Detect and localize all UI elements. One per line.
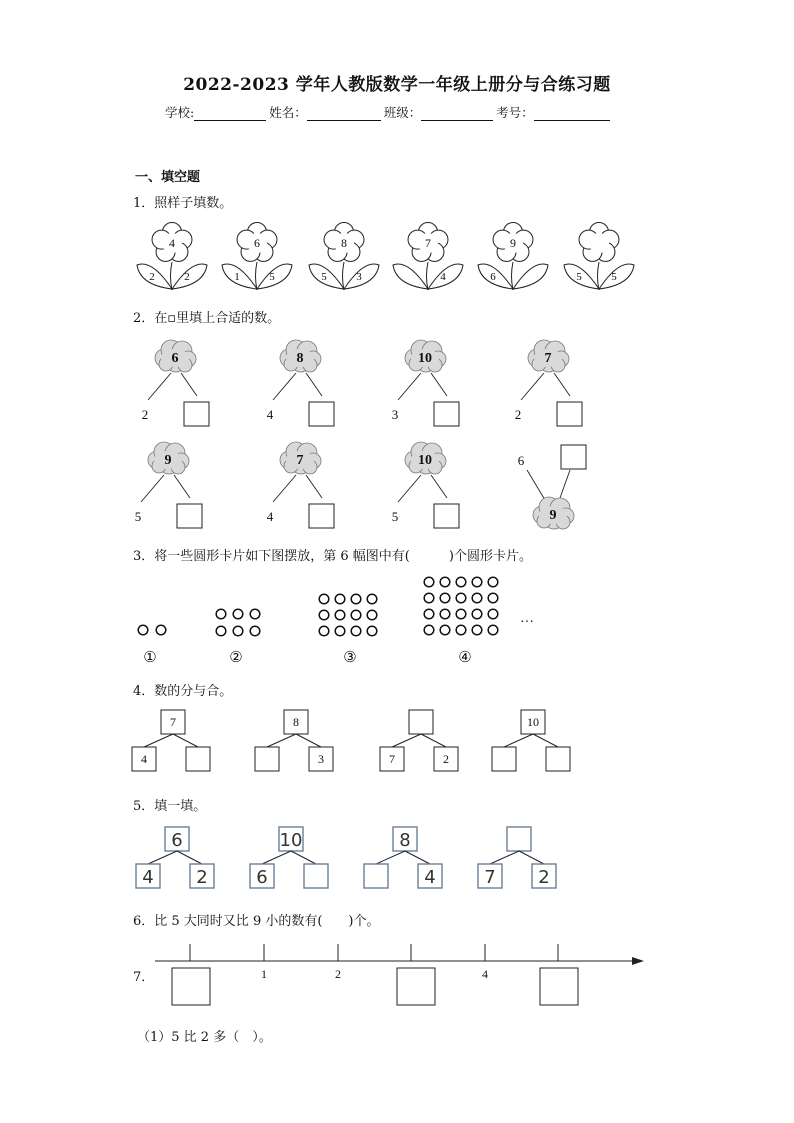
- bond-line-left: [148, 373, 171, 400]
- number-tree: [132, 710, 210, 771]
- cloud-number: 7: [296, 453, 304, 468]
- card-circle: [351, 594, 361, 604]
- card-circle: [488, 609, 498, 619]
- flower-leaf-right: [513, 264, 548, 289]
- right-number: 3: [318, 752, 324, 766]
- left-box: [255, 747, 279, 771]
- number-bond: [515, 340, 582, 426]
- branch-left: [262, 851, 291, 864]
- branch-right: [296, 734, 321, 747]
- bond-left-number: 5: [134, 509, 142, 524]
- card-circle: [488, 593, 498, 603]
- circle-card-patterns: [138, 577, 534, 666]
- card-circle: [456, 625, 466, 635]
- answer-box: [557, 402, 582, 426]
- page-title: 2022-2023 学年人教版数学一年级上册分与合练习题: [183, 75, 611, 95]
- answer-box: [309, 504, 334, 528]
- question-1-text: 1．照样子填数。: [133, 196, 233, 211]
- number-tree-framed: [136, 827, 214, 888]
- flower-left-number: 5: [576, 271, 582, 283]
- card-circle: [216, 626, 226, 636]
- bond-line-left: [273, 475, 296, 502]
- number-line: [155, 944, 644, 1005]
- answer-box: [434, 504, 459, 528]
- flower: [393, 223, 463, 291]
- top-box: [409, 710, 433, 734]
- top-number: 7: [170, 715, 176, 729]
- flower-top-number: 6: [254, 236, 260, 250]
- branch-right: [519, 851, 544, 864]
- cloud-number: 7: [544, 351, 552, 366]
- tick-label: 1: [261, 967, 267, 981]
- tick-label: 2: [335, 967, 341, 981]
- left-number: 7: [484, 867, 496, 888]
- flower-left-number: 6: [490, 271, 496, 283]
- exam-number-label: 考号：: [496, 105, 534, 120]
- card-circle: [440, 625, 450, 635]
- bond-line-left: [141, 475, 164, 502]
- class-label: 班级：: [383, 105, 422, 120]
- flower-left-number: 2: [149, 271, 155, 283]
- branch-right: [421, 734, 446, 747]
- branch-left: [504, 734, 533, 747]
- card-circle: [156, 625, 166, 635]
- flower-stem: [171, 262, 173, 290]
- flower-top-number: 7: [425, 236, 431, 250]
- card-circle: [456, 577, 466, 587]
- bond-left-number: 6: [517, 453, 525, 468]
- number-bond: [392, 442, 459, 528]
- bond-line-right: [181, 373, 197, 396]
- bond-left-number: 5: [391, 509, 399, 524]
- left-number: 6: [256, 867, 268, 888]
- pattern-label: ②: [229, 650, 243, 666]
- card-circle: [138, 625, 148, 635]
- number-bond: [392, 340, 459, 426]
- bond-line-right: [554, 373, 570, 396]
- answer-box: [434, 402, 459, 426]
- section-heading: 一、填空题: [135, 170, 201, 185]
- answer-box: [184, 402, 209, 426]
- card-circle: [456, 609, 466, 619]
- pattern-label: ④: [458, 650, 472, 666]
- bond-line-left: [521, 373, 544, 400]
- question-6-text: 6．比 5 大同时又比 9 小的数有( )个。: [133, 914, 380, 929]
- card-circle: [250, 609, 260, 619]
- flower-right-number: 2: [184, 271, 190, 283]
- top-number: 6: [171, 830, 183, 851]
- question-2-text: 2．在▫里填上合适的数。: [133, 311, 281, 326]
- cloud-number: 6: [171, 351, 179, 366]
- number-tree: [255, 710, 333, 771]
- bond-line-left: [273, 373, 296, 400]
- card-circle: [472, 625, 482, 635]
- card-circle: [472, 593, 482, 603]
- flower: [309, 223, 379, 291]
- answer-box: [397, 968, 435, 1005]
- branch-left: [490, 851, 519, 864]
- branch-right: [405, 851, 430, 864]
- number-bond: [267, 340, 334, 426]
- flower: [137, 223, 207, 291]
- cloud-number: 10: [418, 351, 432, 366]
- tick-label: 4: [482, 967, 488, 981]
- right-box: [546, 747, 570, 771]
- name-label: 姓名：: [269, 105, 307, 120]
- card-circle: [440, 609, 450, 619]
- flower: [222, 223, 292, 291]
- card-circle: [250, 626, 260, 636]
- number-tree: [492, 710, 570, 771]
- card-circle: [216, 609, 226, 619]
- flower-left-number: 1: [234, 271, 240, 283]
- bond-left-number: 4: [266, 509, 274, 524]
- right-number: 2: [538, 867, 550, 888]
- card-circle: [367, 610, 377, 620]
- number-tree: [380, 710, 458, 771]
- flower-stem: [427, 262, 429, 290]
- flower-right-number: 4: [440, 271, 446, 283]
- number-bond: [135, 442, 202, 528]
- question-7-label: 7．: [133, 970, 155, 985]
- number-bond: [267, 442, 334, 528]
- ellipsis: …: [520, 611, 534, 626]
- flower: [564, 223, 634, 291]
- card-circle: [335, 594, 345, 604]
- right-number: 4: [424, 867, 436, 888]
- card-circle: [367, 594, 377, 604]
- card-circle: [351, 626, 361, 636]
- left-box: [492, 747, 516, 771]
- pattern-label: ③: [343, 650, 357, 666]
- bond-line-right: [431, 475, 447, 498]
- card-circle: [456, 593, 466, 603]
- flower-stem: [343, 262, 345, 290]
- top-box: [507, 827, 531, 851]
- card-circle: [472, 577, 482, 587]
- answer-box: [561, 445, 586, 469]
- cloud-number: 8: [296, 351, 304, 366]
- flower-top-number: 4: [169, 236, 175, 250]
- right-box: [304, 864, 328, 888]
- number-tree-framed: [364, 827, 442, 888]
- flower-right-number: 3: [356, 271, 362, 283]
- answer-box: [309, 402, 334, 426]
- card-circle: [424, 609, 434, 619]
- flower-top-number: 9: [510, 236, 516, 250]
- card-circle: [424, 625, 434, 635]
- answer-box: [540, 968, 578, 1005]
- card-circle: [335, 610, 345, 620]
- pattern-label: ①: [143, 650, 157, 666]
- branch-left: [144, 734, 173, 747]
- flower-right-number: 5: [611, 271, 617, 283]
- branch-left: [148, 851, 177, 864]
- bond-line-right: [560, 470, 570, 498]
- card-circle: [319, 594, 329, 604]
- bond-left-number: 2: [514, 407, 522, 422]
- number-line-arrow: [632, 957, 644, 965]
- right-box: [186, 747, 210, 771]
- cloud-number: 10: [418, 453, 432, 468]
- school-label: 学校:: [165, 105, 195, 120]
- branch-right: [533, 734, 558, 747]
- cloud-number: 9: [164, 453, 172, 468]
- branch-left: [376, 851, 405, 864]
- card-circle: [472, 609, 482, 619]
- question-5-text: 5．填一填。: [133, 799, 207, 814]
- card-circle: [319, 626, 329, 636]
- flower-stem: [512, 262, 514, 290]
- bond-left-number: 2: [141, 407, 149, 422]
- number-bond: [142, 340, 209, 426]
- bond-line-right: [174, 475, 190, 498]
- number-tree-framed: [250, 827, 328, 888]
- flower-leaf-left: [393, 264, 428, 289]
- card-circle: [233, 609, 243, 619]
- left-number: 7: [389, 752, 395, 766]
- top-number: 10: [527, 715, 539, 729]
- flower-left-number: 5: [321, 271, 327, 283]
- flower-top-number: 8: [341, 236, 347, 250]
- card-circle: [319, 610, 329, 620]
- card-circle: [335, 626, 345, 636]
- flower-stem: [598, 262, 600, 290]
- left-number: 4: [142, 867, 154, 888]
- card-circle: [424, 593, 434, 603]
- bond-line-right: [306, 373, 322, 396]
- bond-line-right: [306, 475, 322, 498]
- top-number: 8: [293, 715, 299, 729]
- card-circle: [424, 577, 434, 587]
- answer-box: [172, 968, 210, 1005]
- flower: [478, 223, 548, 291]
- bond-line-left: [398, 475, 421, 502]
- card-circle: [367, 626, 377, 636]
- bond-line-left: [527, 470, 545, 500]
- right-number: 2: [443, 752, 449, 766]
- question-3-text: 3．将一些圆形卡片如下图摆放，第 6 幅图中有( )个圆形卡片。: [133, 549, 532, 564]
- flower-stem: [256, 262, 258, 290]
- answer-box: [177, 504, 202, 528]
- bond-line-left: [398, 373, 421, 400]
- card-circle: [233, 626, 243, 636]
- cloud-number: 9: [549, 508, 557, 523]
- top-number: 10: [279, 830, 303, 851]
- number-tree-framed: [478, 827, 556, 888]
- card-circle: [440, 577, 450, 587]
- left-number: 4: [141, 752, 147, 766]
- branch-right: [291, 851, 316, 864]
- card-circle: [488, 625, 498, 635]
- branch-right: [177, 851, 202, 864]
- number-bond-inverted: [518, 445, 586, 529]
- card-circle: [440, 593, 450, 603]
- question-7-sub-1: （1）5 比 2 多（ ）。: [137, 1030, 272, 1045]
- right-number: 2: [196, 867, 208, 888]
- flower-center: [589, 233, 609, 253]
- question-4-text: 4．数的分与合。: [133, 684, 233, 699]
- branch-right: [173, 734, 198, 747]
- branch-left: [267, 734, 296, 747]
- bond-line-right: [431, 373, 447, 396]
- left-box: [364, 864, 388, 888]
- card-circle: [351, 610, 361, 620]
- bond-left-number: 3: [391, 407, 399, 422]
- card-circle: [488, 577, 498, 587]
- bond-left-number: 4: [266, 407, 274, 422]
- top-number: 8: [399, 830, 411, 851]
- branch-left: [392, 734, 421, 747]
- flower-right-number: 5: [269, 271, 275, 283]
